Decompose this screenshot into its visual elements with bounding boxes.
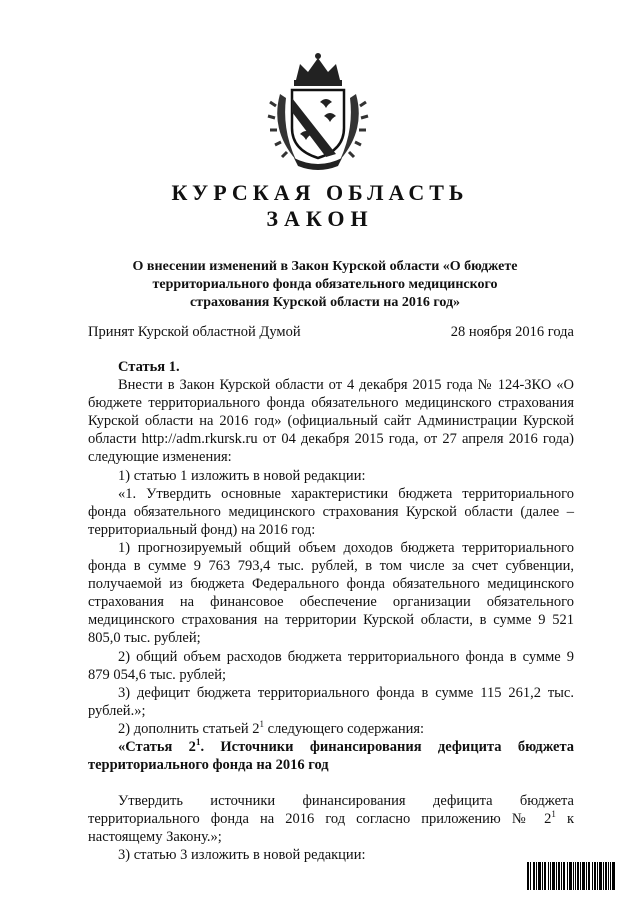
region-title: КУРСКАЯ ОБЛАСТЬ bbox=[171, 180, 469, 205]
law-subject bbox=[100, 258, 550, 312]
law-body bbox=[88, 358, 574, 865]
article-1-quote: «1. Утвердить основные характеристики бюджета территориального фонда обязательного медицинского страхования Курской области (далее – территориальный фонд) на 2016 год: bbox=[88, 485, 574, 538]
subitem-2-expenses: 2) общий объем расходов бюджета территориального фонда в сумме 9 879 054,6 тыс. рублей; bbox=[88, 648, 574, 683]
law-subject-line: территориального фонда обязательного медицинского bbox=[152, 277, 498, 292]
amendment-item-1: 1) статью 1 изложить в новой редакции: bbox=[118, 467, 366, 484]
subitem-1-revenue: 1) прогнозируемый общий объем доходов бюджета территориального фонда в сумме 9 763 793,4 тыс. рублей, в том числе за счет субвенции, получаемой из бюджета Федерального фонда обязательного медицинского страхования на финансовое обеспечение организации обязательного медицинского страхования на территории Курской области, в сумме 9 521 805,0 тыс. рублей; bbox=[88, 539, 574, 647]
approve-text: Утвердить источники финансирования дефицита бюджета территориального фонда на 2016 год согласно приложению № 2 bbox=[88, 793, 574, 828]
article-2-1-heading bbox=[88, 738, 574, 774]
amendment-item-3: 3) статью 3 изложить в новой редакции: bbox=[118, 847, 366, 864]
article-2-1-heading-end: . Источники финансирования дефицита бюджета территориального фонда на 2016 год bbox=[88, 738, 575, 774]
law-subject-line: О внесении изменений в Закон Курской области «О бюджете bbox=[132, 259, 518, 274]
superscript: 1 bbox=[259, 718, 265, 729]
article-2-1-heading-text: «Статья 2 bbox=[118, 738, 196, 755]
article-2-1-text bbox=[88, 792, 574, 846]
adoption-date: 28 ноября 2016 года bbox=[450, 324, 574, 340]
superscript: 1 bbox=[551, 809, 556, 820]
amendment-item-2 bbox=[88, 720, 574, 738]
barcode-icon bbox=[527, 862, 615, 890]
coat-of-arms-icon bbox=[266, 50, 370, 172]
article-1-intro: Внести в Закон Курской области от 4 декабря 2015 года № 124-ЗКО «О бюджете территориального фонда обязательного медицинского страхования Курской области на 2016 год» (официальный сайт Администрации Курской области http://adm.rkursk.ru от 04 декабря 2015 года, от 27 апреля 2016 года) следующие изменения: bbox=[88, 377, 574, 466]
adoption-label: Принят Курской областной Думой bbox=[88, 324, 301, 340]
law-subject-line: страхования Курской области на 2016 год» bbox=[189, 295, 461, 310]
approve-text-end: к настоящему Закону.»; bbox=[88, 811, 575, 846]
document-type-title: ЗАКОН bbox=[266, 206, 374, 231]
subitem-3-deficit: 3) дефицит бюджета территориального фонда в сумме 115 261,2 тыс. рублей.»; bbox=[88, 684, 574, 719]
item2-text: 2) дополнить статьей 2 bbox=[118, 720, 260, 737]
superscript: 1 bbox=[195, 736, 201, 747]
article-1-heading: Статья 1. bbox=[118, 359, 180, 375]
item2-text-end: следующего содержания: bbox=[264, 720, 425, 737]
